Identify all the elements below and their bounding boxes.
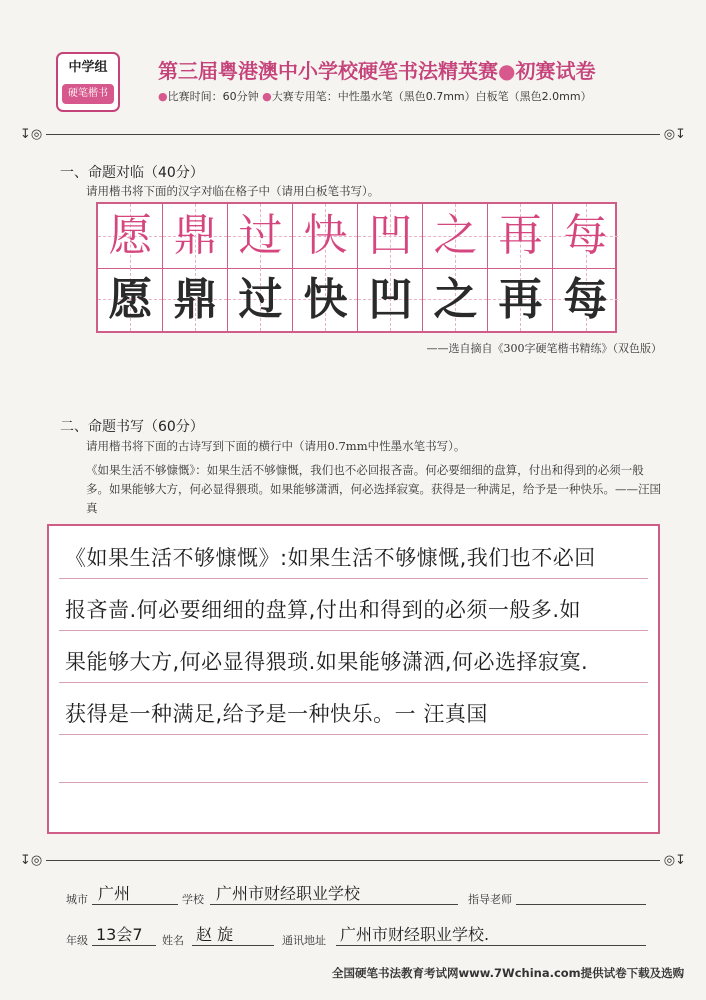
model-char: 过 xyxy=(238,210,283,261)
scroll-ornament-icon: ◎↧ xyxy=(663,853,686,868)
grid-cell-copy[interactable] xyxy=(163,268,228,332)
city-label: 城市 xyxy=(66,893,88,906)
exam-pens: 大赛专用笔：中性墨水笔（黑色0.7mm）白板笔（黑色2.0mm） xyxy=(271,90,592,103)
grid-cell-copy[interactable] xyxy=(293,268,358,332)
handwritten-char: 愿 xyxy=(108,273,153,325)
grid-cell-model xyxy=(488,204,553,268)
handwritten-line: 获得是一种满足,给予是一种快乐。一 汪真国 xyxy=(65,702,488,726)
handwritten-line: 报吝啬.何必要细细的盘算,付出和得到的必须一般多.如 xyxy=(65,598,582,622)
handwritten-char: 再 xyxy=(498,273,543,325)
poem-text: 《如果生活不够慷慨》：如果生活不够慷慨，我们也不必回报吝啬。何必要细细的盘算，付出和得到的必须一般多。如果能够大方，何必显得猥琐。如果能够潇洒，何必选择寂寞。获得是一种满足，给予是一种快乐。——汪国真 xyxy=(86,463,661,515)
writing-box xyxy=(47,524,660,834)
grid-cell-copy[interactable] xyxy=(358,268,423,332)
grid-cell-copy[interactable] xyxy=(553,268,618,332)
model-char: 快 xyxy=(303,210,348,261)
bullet-icon: ● xyxy=(262,90,272,103)
page-title xyxy=(158,55,595,84)
model-char: 愿 xyxy=(108,210,153,261)
model-char: 凹 xyxy=(368,210,413,261)
scroll-ornament-icon: ↧◎ xyxy=(20,127,43,142)
school-label: 学校 xyxy=(182,893,204,906)
address-label: 通讯地址 xyxy=(282,934,326,947)
grade-field[interactable]: 13会7 xyxy=(96,925,143,944)
section1-heading: 一、命题对临（40分） xyxy=(60,165,204,181)
bullet-icon: ● xyxy=(158,90,168,103)
grade-label: 年级 xyxy=(66,934,88,947)
copy-grid xyxy=(96,202,617,333)
group-badge xyxy=(56,52,120,112)
model-char: 每 xyxy=(563,210,608,261)
city-field[interactable]: 广州 xyxy=(98,884,131,903)
grid-cell-copy[interactable] xyxy=(228,268,293,332)
separator-top xyxy=(20,126,686,144)
grid-cell-model xyxy=(228,204,293,268)
scroll-ornament-icon: ◎↧ xyxy=(663,127,686,142)
model-char: 再 xyxy=(498,210,543,261)
school-field[interactable]: 广州市财经职业学校 xyxy=(216,884,361,903)
handwritten-char: 过 xyxy=(238,273,283,325)
scroll-ornament-icon: ↧◎ xyxy=(20,853,43,868)
site-note: 全国硬笔书法教育考试网www.7Wchina.com提供试卷下载及选购 xyxy=(332,966,685,980)
handwritten-char: 每 xyxy=(563,273,608,325)
grid-cell-model xyxy=(163,204,228,268)
handwritten-char: 鼎 xyxy=(173,273,218,325)
exam-time: 比赛时间：60分钟 xyxy=(167,90,259,103)
title-dot-icon: ● xyxy=(498,59,516,83)
name-label: 姓名 xyxy=(162,934,184,947)
address-field[interactable]: 广州市财经职业学校. xyxy=(340,925,490,944)
badge-style-label: 硬笔楷书 xyxy=(62,84,114,104)
model-char: 鼎 xyxy=(173,210,218,261)
name-field[interactable]: 赵 旋 xyxy=(196,925,234,944)
handwritten-line: 《如果生活不够慷慨》:如果生活不够慷慨,我们也不必回 xyxy=(65,546,596,570)
model-char: 之 xyxy=(433,210,478,261)
teacher-label: 指导老师 xyxy=(468,893,512,906)
source-note: ——选自摘自《300字硬笔楷书精练》（双色版） xyxy=(426,342,662,355)
handwritten-char: 之 xyxy=(433,273,478,325)
grid-cell-copy[interactable] xyxy=(488,268,553,332)
section2-heading: 二、命题书写（60分） xyxy=(60,419,204,435)
title-main: 第三届粤港澳中小学校硬笔书法精英赛 xyxy=(158,59,498,83)
title-suffix: 初赛试卷 xyxy=(515,59,596,83)
separator-bottom xyxy=(20,852,686,870)
grid-cell-model xyxy=(358,204,423,268)
grid-cell-model xyxy=(293,204,358,268)
grid-cell-model xyxy=(98,204,163,268)
grid-cell-copy[interactable] xyxy=(423,268,488,332)
section2-instruction: 请用楷书将下面的古诗写到下面的横行中（请用0.7mm中性墨水笔书写）。 xyxy=(86,439,466,453)
handwritten-line: 果能够大方,何必显得猥琐.如果能够潇洒,何必选择寂寞. xyxy=(65,650,589,674)
handwritten-char: 快 xyxy=(303,273,348,325)
grid-cell-model xyxy=(423,204,488,268)
badge-group-label: 中学组 xyxy=(68,60,108,75)
grid-cell-model xyxy=(553,204,618,268)
handwritten-char: 凹 xyxy=(368,273,413,325)
grid-cell-copy[interactable] xyxy=(98,268,163,332)
section1-instruction: 请用楷书将下面的汉字对临在格子中（请用白板笔书写）。 xyxy=(86,184,380,198)
exam-info xyxy=(158,88,592,104)
